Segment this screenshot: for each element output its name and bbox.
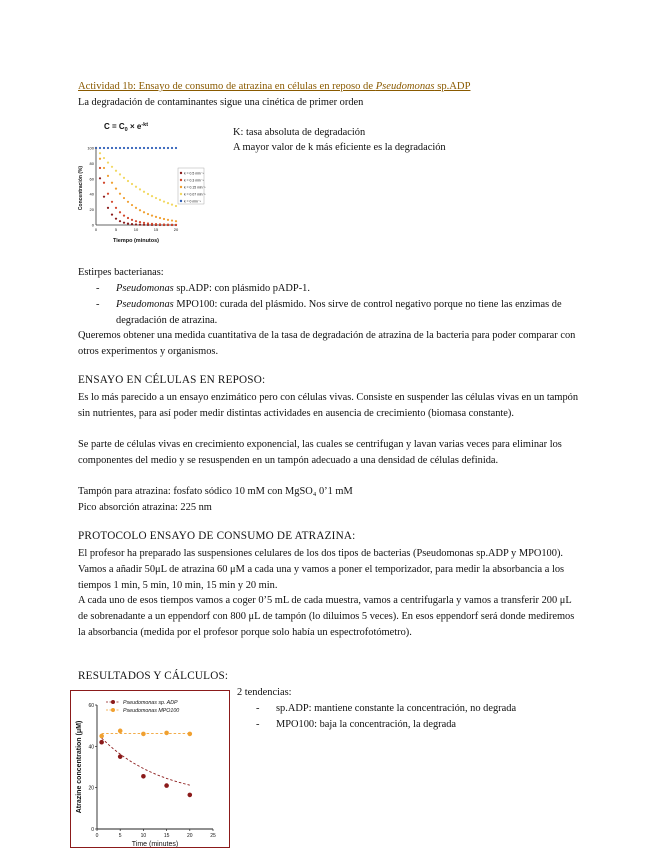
kinetics-point <box>135 186 137 188</box>
kinetics-point <box>135 147 137 149</box>
kinetics-point <box>151 147 153 149</box>
kinetics-point <box>171 224 173 226</box>
strains-list <box>96 281 576 328</box>
kinetics-point <box>127 217 129 219</box>
x-tick-label: 10 <box>133 227 139 232</box>
k-note: A mayor valor de k más eficiente es la degradación <box>233 142 446 153</box>
kinetics-point <box>107 207 109 209</box>
k-definition: K: tasa absoluta de degradación <box>233 127 366 138</box>
y-tick-label: 20 <box>89 207 94 213</box>
x-tick-label: 5 <box>118 833 122 839</box>
kinetics-point <box>147 147 149 149</box>
kinetics-point <box>143 224 145 226</box>
x-tick-label: 15 <box>153 227 159 232</box>
kinetics-point <box>163 223 165 225</box>
kinetics-point <box>171 219 173 221</box>
buffer-text: Tampón para atrazina: fosfato sódico 10 mM con MgSO₄ 0’1 mM <box>78 486 353 497</box>
data-point-mpo100 <box>164 731 169 736</box>
kinetics-point <box>163 200 165 202</box>
legend-marker <box>180 186 182 188</box>
y-axis-label: Concentración (%) <box>78 165 84 211</box>
kinetics-point <box>99 158 101 160</box>
kinetics-point <box>167 224 169 226</box>
kinetics-point <box>155 216 157 218</box>
x-tick-label: 5 <box>114 227 118 232</box>
kinetics-point <box>119 211 121 213</box>
kinetics-figure <box>76 116 206 246</box>
kinetics-point <box>111 147 113 149</box>
kinetics-point <box>119 220 121 222</box>
legend-label: k = 0.3 min⁻¹ <box>184 178 204 183</box>
kinetics-point <box>127 180 129 182</box>
kinetics-point <box>139 221 141 223</box>
kinetics-point <box>131 223 133 225</box>
y-tick-label: 60 <box>88 703 94 709</box>
kinetics-point <box>163 218 165 220</box>
kinetics-point <box>127 222 129 224</box>
kinetics-point <box>123 222 125 224</box>
kinetics-point <box>127 147 129 149</box>
data-point-adp <box>164 783 169 788</box>
x-axis-label: Time (minutes) <box>131 841 179 848</box>
y-tick-label: 60 <box>89 176 94 182</box>
protocol-p1: El profesor ha preparado las suspensiones celulares de los dos tipos de bacterias (Pseudomonas sp.ADP y MPO100). Vamos a añadir 50μL de atrazina 60 μM a cada una y vamos a poner el temporizador, para medir la absorbancia a los tiempos 1 min, 5 min, 10 min, 15 min y 20 min. <box>78 548 565 591</box>
kinetics-point <box>159 223 161 225</box>
data-point-adp <box>141 774 146 779</box>
data-point-adp <box>188 793 193 798</box>
legend-marker <box>180 179 182 181</box>
x-tick-label: 15 <box>163 833 170 839</box>
y-tick-label: 100 <box>87 145 94 151</box>
kinetics-point <box>171 204 173 206</box>
kinetics-point <box>103 167 105 169</box>
list-item: - MPO100: baja la concentración, la degrada <box>256 717 586 733</box>
kinetics-point <box>135 207 137 209</box>
kinetics-point <box>167 147 169 149</box>
kinetics-point <box>103 182 105 184</box>
goal-text: Queremos obtener una medida cuantitativa de la tasa de degradación de atrazina de la bacteria para poder comparar con otros experimentos y organismos. <box>78 330 576 357</box>
kinetics-point <box>159 199 161 201</box>
kinetics-point <box>175 224 177 226</box>
kinetics-point <box>163 147 165 149</box>
kinetics-point <box>167 219 169 221</box>
y-tick-label: 0 <box>91 222 94 228</box>
kinetics-point <box>155 147 157 149</box>
kinetics-point <box>115 188 117 190</box>
x-tick-label: 10 <box>140 833 147 839</box>
legend-marker <box>180 200 182 202</box>
kinetics-point <box>115 170 117 172</box>
kinetics-point <box>119 173 121 175</box>
resting-heading: ENSAYO EN CÉLULAS EN REPOSO: <box>78 374 266 386</box>
kinetics-point <box>123 214 125 216</box>
kinetics-point <box>99 147 101 149</box>
legend-label: k = 0.07 min⁻¹ <box>184 192 206 197</box>
kinetics-point <box>119 193 121 195</box>
kinetics-point <box>143 191 145 193</box>
kinetics-point <box>155 197 157 199</box>
kinetics-point <box>147 193 149 195</box>
y-tick-label: 80 <box>89 160 94 166</box>
trends-list <box>256 701 586 733</box>
strains-heading: Estirpes bacterianas: <box>78 267 164 278</box>
kinetics-point <box>159 217 161 219</box>
kinetics-point <box>111 166 113 168</box>
kinetics-point <box>103 147 105 149</box>
page-title: Actividad 1b: Ensayo de consumo de atrazina en células en reposo de Pseudomonas sp.ADP <box>78 81 471 92</box>
kinetics-point <box>119 147 121 149</box>
kinetics-point <box>99 152 101 154</box>
kinetics-point <box>103 157 105 159</box>
results-chart-frame <box>70 690 230 848</box>
kinetics-point <box>139 209 141 211</box>
kinetics-point <box>107 193 109 195</box>
kinetics-point <box>115 218 117 220</box>
kinetics-point <box>111 213 113 215</box>
kinetics-point <box>155 223 157 225</box>
legend-marker <box>180 193 182 195</box>
kinetics-point <box>123 147 125 149</box>
x-tick-label: 0 <box>95 833 99 839</box>
trends-title: 2 tendencias: <box>237 687 292 698</box>
kinetics-point <box>99 177 101 179</box>
kinetics-point <box>135 220 137 222</box>
legend-marker <box>180 172 182 174</box>
x-axis-label: Tiempo (minutos) <box>112 238 160 244</box>
y-tick-label: 40 <box>88 744 94 751</box>
x-tick-label: 0 <box>94 227 98 232</box>
kinetics-point <box>127 201 129 203</box>
data-point-adp <box>118 754 123 759</box>
trend-line-adp <box>102 738 190 785</box>
kinetics-point <box>115 147 117 149</box>
y-tick-label: 20 <box>88 785 94 792</box>
resting-p2: Se parte de células vivas en crecimiento exponencial, las cuales se centrifugan y lavan varias veces para eliminar los componentes del medio y se resuspenden en un tampón adecuado a una densidad de células definida. <box>78 439 562 466</box>
kinetics-point <box>99 167 101 169</box>
kinetics-point <box>175 147 177 149</box>
kinetics-point <box>143 147 145 149</box>
legend-marker <box>111 700 115 704</box>
kinetics-point <box>107 147 109 149</box>
y-tick-label: 40 <box>89 191 94 197</box>
resting-p1: Es lo más parecido a un ensayo enzimático pero con células vivas. Consiste en suspender las células vivas en un tampón sin nutrientes, para así poder medir distintas actividades en ausencia de crecimiento (biomasa constante). <box>78 392 579 419</box>
kinetics-point <box>111 182 113 184</box>
results-chart <box>71 691 229 848</box>
kinetics-point <box>103 196 105 198</box>
legend-label: Pseudomonas MPO100 <box>123 708 180 714</box>
list-item: - Pseudomonas sp.ADP: con plásmido pADP-1. <box>96 281 576 297</box>
legend-label: k = 0 min⁻¹ <box>184 199 201 204</box>
legend-label: k = 0.15 min⁻¹ <box>184 185 206 190</box>
kinetics-point <box>131 204 133 206</box>
kinetics-point <box>139 188 141 190</box>
data-point-mpo100 <box>118 729 123 734</box>
data-point-mpo100 <box>188 732 193 737</box>
kinetics-plot <box>78 146 206 245</box>
kinetics-point <box>131 183 133 185</box>
y-axis-label: Atrazine concentration (μM) <box>76 720 83 814</box>
list-item: - sp.ADP: mantiene constante la concentración, no degrada <box>256 701 586 717</box>
kinetics-point <box>95 147 97 149</box>
data-point-mpo100 <box>141 732 146 737</box>
kinetics-point <box>175 205 177 207</box>
x-tick-label: 20 <box>187 833 193 839</box>
kinetics-point <box>171 147 173 149</box>
protocol-heading: PROTOCOLO ENSAYO DE CONSUMO DE ATRAZINA: <box>78 530 356 542</box>
data-point-mpo100 <box>99 734 104 739</box>
list-item: - Pseudomonas MPO100: curada del plásmido. Nos sirve de control negativo porque no tiene las enzimas de degradación de atrazina. <box>96 297 576 329</box>
kinetics-point <box>151 195 153 197</box>
kinetics-point <box>151 214 153 216</box>
kinetics-point <box>139 224 141 226</box>
kinetics-point <box>159 147 161 149</box>
y-tick-label: 0 <box>91 827 94 833</box>
kinetics-point <box>123 177 125 179</box>
kinetics-point <box>147 213 149 215</box>
kinetics-point <box>107 175 109 177</box>
results-heading: RESULTADOS Y CÁLCULOS: <box>78 670 229 682</box>
kinetics-point <box>131 147 133 149</box>
kinetics-point <box>107 161 109 163</box>
kinetics-point <box>147 222 149 224</box>
x-tick-label: 20 <box>173 227 179 232</box>
kinetics-point <box>139 147 141 149</box>
kinetics-point <box>143 222 145 224</box>
x-tick-label: 25 <box>210 833 216 839</box>
legend-label: k = 0.5 min⁻¹ <box>184 171 204 176</box>
legend-marker <box>111 708 115 712</box>
kinetics-equation: $C = C_0 \times e^{-kt}$ <box>104 122 149 133</box>
kinetics-point <box>143 211 145 213</box>
protocol-p2: A cada uno de esos tiempos vamos a coger 0’5 mL de cada muestra, vamos a centrifugarla y vamos a transferir 200 μL de sobrenadante a un eppendorf con 800 μL de tampón (lo diluimos 5 veces). En esos eppendorf será donde mediremos la absorbancia (medida por el profesor porque solo había un espectrofotómetro). <box>78 595 575 638</box>
kinetics-point <box>151 223 153 225</box>
kinetics-point <box>131 219 133 221</box>
kinetics-point <box>175 220 177 222</box>
kinetics-point <box>111 201 113 203</box>
peak-text: Pico absorción atrazina: 225 nm <box>78 502 212 513</box>
kinetics-point <box>135 223 137 225</box>
kinetics-point <box>167 202 169 204</box>
kinetics-point <box>115 207 117 209</box>
legend-label: Pseudomonas sp. ADP <box>123 700 178 706</box>
intro-text: La degradación de contaminantes sigue una cinética de primer orden <box>78 97 364 108</box>
kinetics-point <box>123 197 125 199</box>
data-point-adp <box>99 740 104 745</box>
